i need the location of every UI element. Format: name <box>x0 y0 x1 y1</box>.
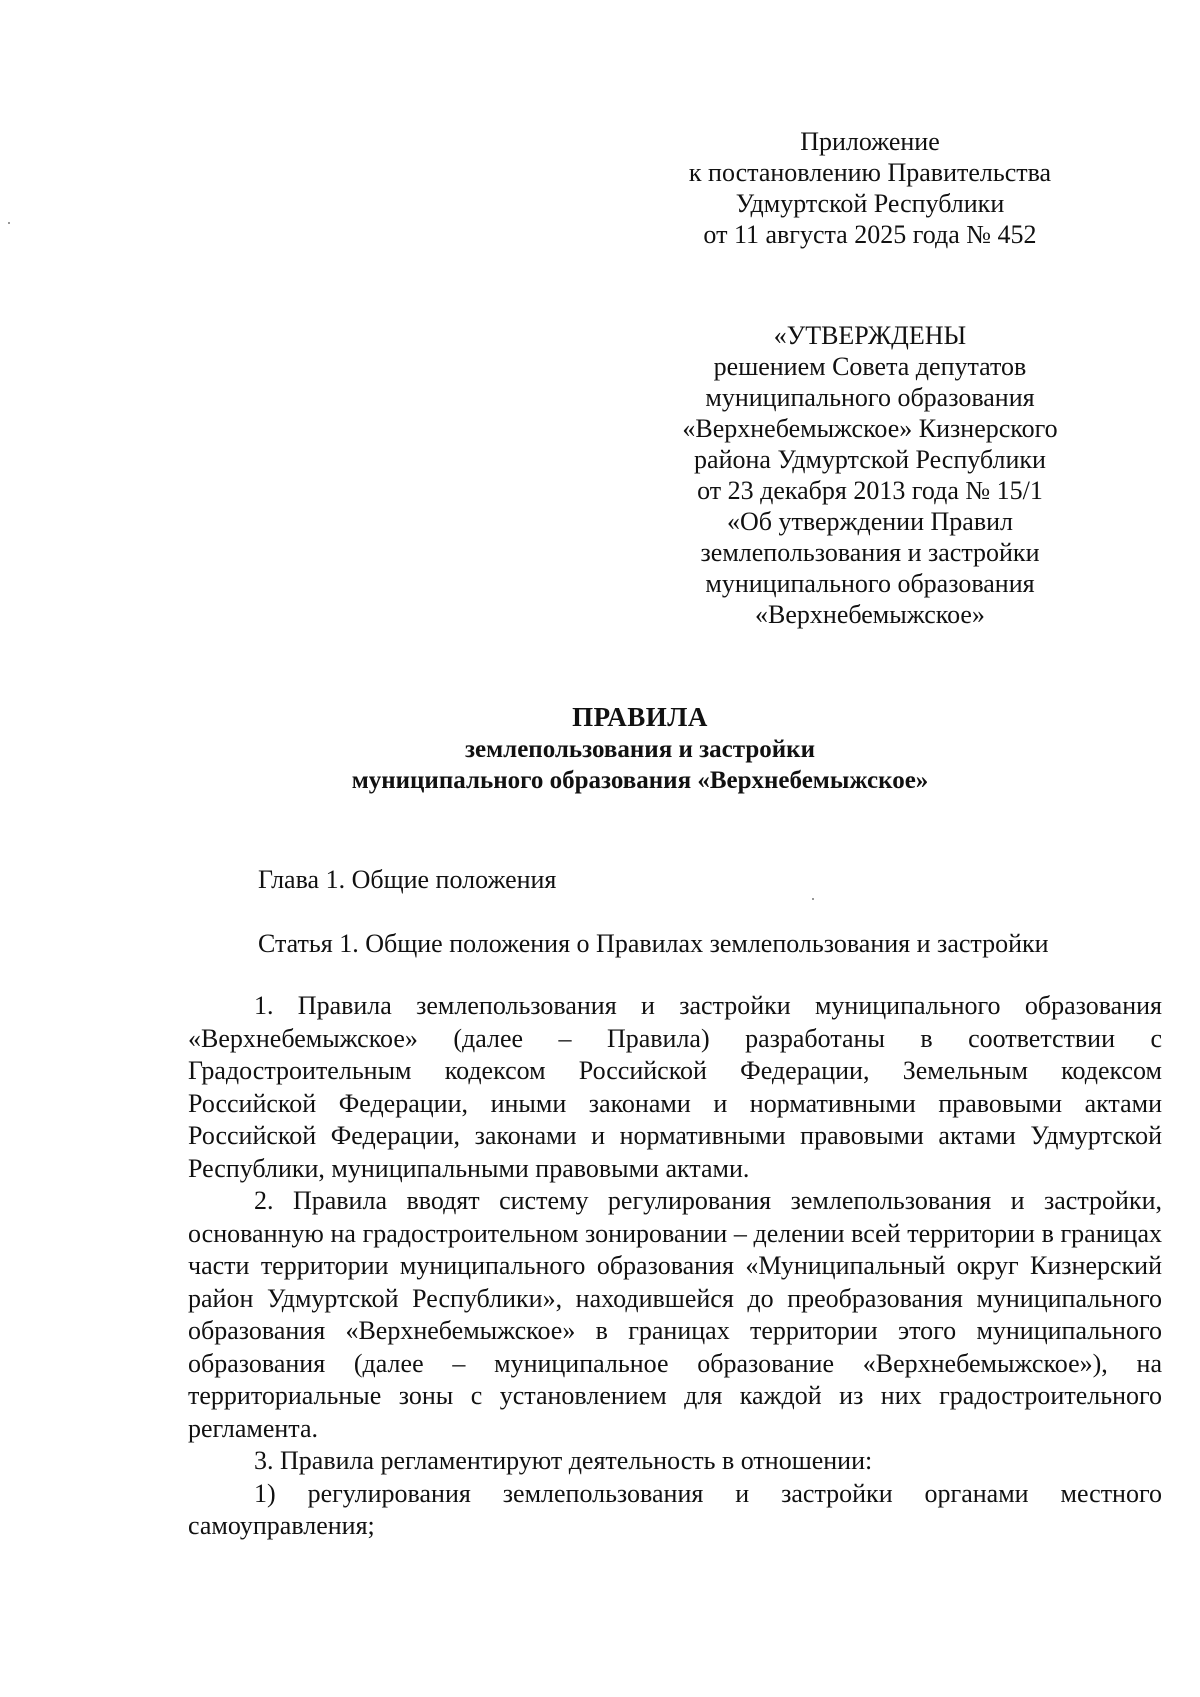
approval-line: от 23 декабря 2013 года № 15/1 <box>697 476 1043 505</box>
approval-line: «Верхнебемыжское» <box>755 600 985 629</box>
approval-line: муниципального образования <box>705 383 1035 412</box>
body-text <box>188 990 1162 1543</box>
chapter-heading: Глава 1. Общие положения <box>258 865 557 894</box>
approval-line: «Об утверждении Правил <box>727 507 1013 536</box>
document-title <box>190 700 1090 796</box>
approval-line: «Верхнебемыжское» Кизнерского <box>682 414 1058 443</box>
approval-line: муниципального образования <box>705 569 1035 598</box>
annex-line: Удмуртской Республики <box>735 189 1005 218</box>
scan-speck <box>812 898 814 900</box>
title-main: ПРАВИЛА <box>572 702 708 732</box>
approval-line: района Удмуртской Республики <box>694 445 1046 474</box>
approval-line: землепользования и застройки <box>700 538 1040 567</box>
approval-line: решением Совета депутатов <box>713 352 1027 381</box>
paragraph: 2. Правила вводят систему регулирования землепользования и застройки, основанную на градостроительном зонировании – делении всей территории в границах части территории муниципального образования «Муниципальный округ Кизнерский район Удмуртской Республики», находившейся до преобразования муниципального образования «Верхнебемыжское» в границах территории этого муниципального образования (далее – муниципальное образование «Верхнебемыжское»), на территориальные зоны с установлением для каждой из них градостроительного регламента. <box>188 1186 1162 1443</box>
paragraph: 3. Правила регламентируют деятельность в отношении: <box>254 1446 873 1475</box>
paragraph: 1) регулирования землепользования и застройки органами местного самоуправления; <box>188 1478 1162 1540</box>
title-subtitle: землепользования и застройки <box>465 736 815 763</box>
annex-line: от 11 августа 2025 года № 452 <box>703 220 1037 249</box>
title-subtitle: муниципального образования «Верхнебемыжское» <box>351 767 929 794</box>
article-heading: Статья 1. Общие положения о Правилах землепользования и застройки <box>258 929 1049 958</box>
annex-header <box>640 126 1100 250</box>
approval-line: «УТВЕРЖДЕНЫ <box>773 321 967 350</box>
scan-speck <box>8 222 10 224</box>
approval-stamp-block <box>640 320 1100 630</box>
annex-line: к постановлению Правительства <box>688 158 1052 187</box>
paragraph: 1. Правила землепользования и застройки муниципального образования «Верхнебемыжское» (далее – Правила) разработаны в соответствии с Градостроительным кодексом Российской Федерации, Земельным кодексом Российской Федерации, иными законами и нормативными правовыми актами Российской Федерации, законами и нормативными правовыми актами Удмуртской Республики, муниципальными правовыми актами. <box>188 991 1162 1183</box>
annex-line: Приложение <box>800 127 940 156</box>
